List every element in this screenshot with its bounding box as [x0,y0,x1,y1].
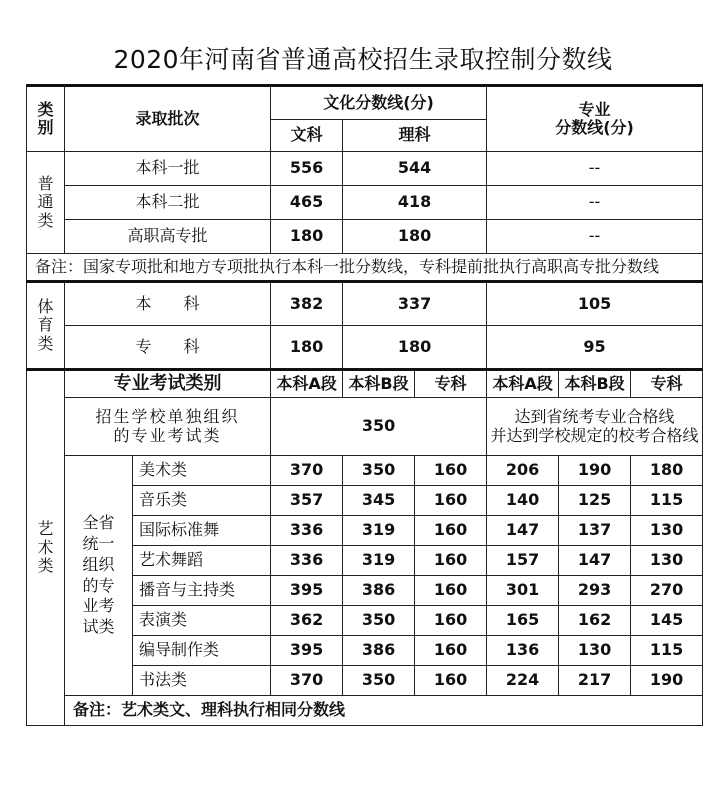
major-b: 125 [559,486,631,516]
major-junior: 190 [631,666,703,696]
culture-junior: 160 [415,486,487,516]
unified-exam-label: 全省 统一 组织 的专 业考 试类 [65,456,133,696]
independent-major-requirement: 达到省统考专业合格线 并达到学校规定的校考合格线 [487,398,703,456]
score-table [26,84,703,726]
arts-score: 180 [271,220,343,254]
art-subheader-row [27,370,703,398]
culture-a: 395 [271,636,343,666]
major-junior: 180 [631,456,703,486]
sub-header: 本科A段 [487,370,559,398]
culture-b: 319 [343,516,415,546]
culture-b: 350 [343,456,415,486]
culture-b: 345 [343,486,415,516]
culture-a: 336 [271,516,343,546]
major-junior: 130 [631,546,703,576]
arts-header: 文科 [271,120,343,152]
art-note: 备注：艺术类文、理科执行相同分数线 [65,696,703,726]
major-score: 105 [487,282,703,326]
major-a: 301 [487,576,559,606]
major-score: 95 [487,326,703,370]
arts-score: 556 [271,152,343,186]
general-note: 备注：国家专项批和地方专项批执行本科一批分数线，专科提前批执行高职高专批分数线 [27,254,703,282]
table-row [27,220,703,254]
major-b: 147 [559,546,631,576]
culture-a: 362 [271,606,343,636]
major-a: 136 [487,636,559,666]
art-type-label: 艺术舞蹈 [133,546,271,576]
major-score: -- [487,152,703,186]
art-type-label: 美术类 [133,456,271,486]
culture-b: 350 [343,666,415,696]
art-type-label: 表演类 [133,606,271,636]
science-score: 418 [343,186,487,220]
major-a: 147 [487,516,559,546]
art-type-label: 书法类 [133,666,271,696]
major-a: 224 [487,666,559,696]
culture-a: 336 [271,546,343,576]
major-a: 140 [487,486,559,516]
art-note-row [27,696,703,726]
batch-label: 专 科 [65,326,271,370]
culture-a: 370 [271,666,343,696]
table-row [27,186,703,220]
art-type-label: 音乐类 [133,486,271,516]
general-note-row [27,254,703,282]
science-score: 337 [343,282,487,326]
culture-b: 386 [343,576,415,606]
sub-header: 专科 [415,370,487,398]
culture-b: 350 [343,606,415,636]
culture-a: 370 [271,456,343,486]
major-junior: 115 [631,486,703,516]
batch-label: 高职高专批 [65,220,271,254]
arts-score: 465 [271,186,343,220]
major-a: 206 [487,456,559,486]
major-junior: 115 [631,636,703,666]
art-type-label: 播音与主持类 [133,576,271,606]
major-score-header: 专业 分数线(分) [487,86,703,152]
science-header: 理科 [343,120,487,152]
major-score: -- [487,220,703,254]
art-type-label: 国际标准舞 [133,516,271,546]
arts-score: 180 [271,326,343,370]
sub-header: 专科 [631,370,703,398]
major-a: 165 [487,606,559,636]
sports-category: 体 育 类 [27,282,65,370]
independent-culture-score: 350 [271,398,487,456]
culture-junior: 160 [415,456,487,486]
art-category: 艺 术 类 [27,370,65,726]
major-junior: 130 [631,516,703,546]
science-score: 180 [343,326,487,370]
culture-score-header: 文化分数线(分) [271,86,487,120]
table-row [27,152,703,186]
category-header: 类 别 [27,86,65,152]
science-score: 544 [343,152,487,186]
art-type-label: 编导制作类 [133,636,271,666]
culture-a: 395 [271,576,343,606]
table-row [27,456,703,486]
culture-junior: 160 [415,666,487,696]
culture-junior: 160 [415,516,487,546]
culture-junior: 160 [415,606,487,636]
batch-label: 本科二批 [65,186,271,220]
general-category: 普 通 类 [27,152,65,254]
exam-type-header: 专业考试类别 [65,370,271,398]
major-junior: 270 [631,576,703,606]
major-junior: 145 [631,606,703,636]
batch-label: 本科一批 [65,152,271,186]
culture-b: 319 [343,546,415,576]
major-b: 217 [559,666,631,696]
culture-b: 386 [343,636,415,666]
major-b: 130 [559,636,631,666]
major-b: 162 [559,606,631,636]
sub-header: 本科B段 [343,370,415,398]
header-row-1 [27,86,703,120]
major-b: 293 [559,576,631,606]
page-title: 2020年河南省普通高校招生录取控制分数线 [113,45,613,74]
independent-exam-row [27,398,703,456]
sub-header: 本科A段 [271,370,343,398]
culture-a: 357 [271,486,343,516]
table-row [27,326,703,370]
major-b: 190 [559,456,631,486]
batch-header: 录取批次 [65,86,271,152]
culture-junior: 160 [415,546,487,576]
science-score: 180 [343,220,487,254]
independent-exam-label: 招生学校单独组织 的专业考试类 [65,398,271,456]
culture-junior: 160 [415,636,487,666]
sub-header: 本科B段 [559,370,631,398]
culture-junior: 160 [415,576,487,606]
arts-score: 382 [271,282,343,326]
batch-label: 本 科 [65,282,271,326]
table-row [27,282,703,326]
major-b: 137 [559,516,631,546]
major-a: 157 [487,546,559,576]
major-score: -- [487,186,703,220]
